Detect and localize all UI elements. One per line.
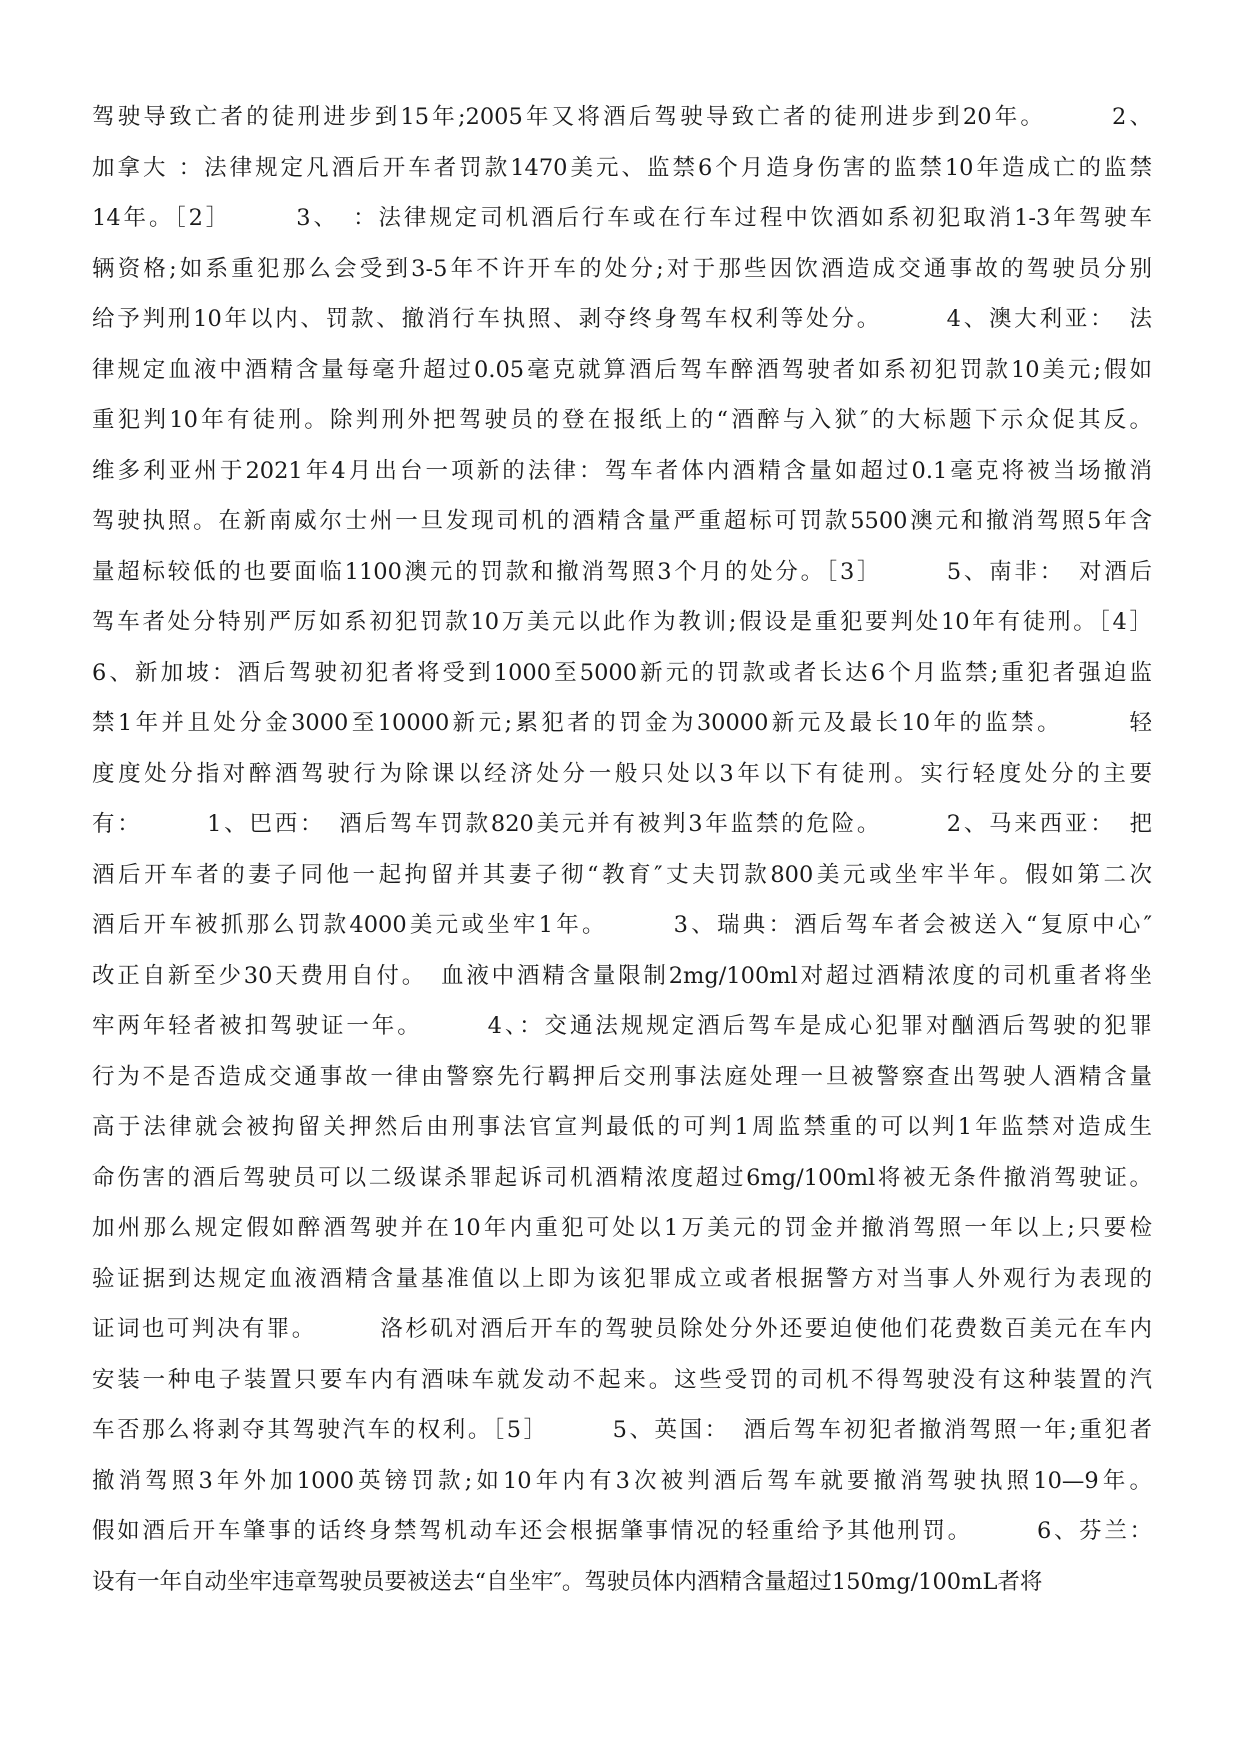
text-line: 安装一种电子装置只要车内有酒味车就发动不起来。这些受罚的司机不得驾驶没有这种装置的汽 [92,1366,1152,1393]
text-line: 驾驶导致亡者的徒刑进步到15年;2005年又将酒后驾驶导致亡者的徒刑进步到20年。 2、 [92,104,1152,130]
text-line: 酒后开车被抓那么罚款4000美元或坐牢1年。 3、瑞典：酒后驾车者会被送入“复原中心″ [92,912,1152,938]
text-line: 酒后开车者的妻子同他一起拘留并其妻子彻“教育″丈夫罚款800美元或坐牢半年。假如第二次 [92,861,1152,888]
text-line: 车否那么将剥夺其驾驶汽车的权利。［5］ 5、英国： 酒后驾车初犯者撤消驾照一年;重犯者 [92,1417,1152,1443]
text-line: 6、新加坡：酒后驾驶初犯者将受到1000至5000新元的罚款或者长达6个月监禁;重犯者强迫监 [92,659,1152,686]
text-line: 禁1年并且处分金3000至10000新元;累犯者的罚金为30000新元及最长10年的监禁。 轻 [92,710,1152,736]
text-line: 维多利亚州于2021年4月出台一项新的法律：驾车者体内酒精含量如超过0.1毫克将被当场撤消 [92,457,1152,484]
text-line: 14年。［2］ 3、 ：法律规定司机酒后行车或在行车过程中饮酒如系初犯取消1-3年驾驶车 [92,205,1152,231]
text-line: 重犯判10年有徒刑。除判刑外把驾驶员的登在报纸上的“酒醉与入狱″的大标题下示众促其反。 [92,407,1152,433]
text-line: 量超标较低的也要面临1100澳元的罚款和撤消驾照3个月的处分。［3］ 5、南非： 对酒后 [92,558,1152,585]
text-line: 验证据到达规定血液酒精含量基准值以上即为该犯罪成立或者根据警方对当事人外观行为表现的 [92,1265,1152,1292]
text-line: 律规定血液中酒精含量每毫升超过0.05毫克就算酒后驾车醉酒驾驶者如系初犯罚款10美元;假如 [92,356,1152,383]
text-line: 牢两年轻者被扣驾驶证一年。 4、：交通法规规定酒后驾车是成心犯罪对酗酒后驾驶的犯罪 [92,1013,1152,1039]
text-line: 行为不是否造成交通事故一律由警察先行羁押后交刑事法庭处理一旦被警察查出驾驶人酒精含量 [92,1063,1152,1090]
text-line: 辆资格;如系重犯那么会受到3-5年不许开车的处分;对于那些因饮酒造成交通事故的驾驶员分别 [92,255,1152,282]
text-line: 加拿大 ：法律规定凡酒后开车者罚款1470美元、监禁6个月造身伤害的监禁10年造成亡的监禁 [92,154,1152,181]
text-line: 有： 1、巴西： 酒后驾车罚款820美元并有被判3年监禁的危险。 2、马来西亚： 把 [92,811,1152,837]
text-line: 命伤害的酒后驾驶员可以二级谋杀罪起诉司机酒精浓度超过6mg/100ml将被无条件撤消驾驶证。 [92,1164,1152,1191]
text-line: 证词也可判决有罪。 洛杉矶对酒后开车的驾驶员除处分外还要迫使他们花费数百美元在车内 [92,1316,1152,1342]
text-line: 高于法律就会被拘留关押然后由刑事法官宣判最低的可判1周监禁重的可以判1年监禁对造成生 [92,1114,1152,1140]
text-line: 驾驶执照。在新南威尔士州一旦发现司机的酒精含量严重超标可罚款5500澳元和撤消驾照5年含 [92,508,1152,534]
text-line: 设有一年自动坐牢违章驾驶员要被送去“自坐牢″。驾驶员体内酒精含量超过150mg/100mL者将 [92,1568,1043,1595]
text-line: 度度处分指对醉酒驾驶行为除课以经济处分一般只处以3年以下有徒刑。实行轻度处分的主要 [92,760,1152,787]
text-line: 给予判刑10年以内、罚款、撤消行车执照、剥夺终身驾车权利等处分。 4、澳大利亚： 法 [92,306,1152,332]
text-line: 撤消驾照3年外加1000英镑罚款;如10年内有3次被判酒后驾车就要撤消驾驶执照10—9年。 [92,1467,1152,1494]
text-line: 驾车者处分特别严厉如系初犯罚款10万美元以此作为教训;假设是重犯要判处10年有徒刑。［4］ [92,609,1152,635]
body-text [92,92,1152,1607]
text-line: 改正自新至少30天费用自付。 血液中酒精含量限制2mg/100ml对超过酒精浓度的司机重者将坐 [92,962,1152,989]
text-line: 加州那么规定假如醉酒驾驶并在10年内重犯可处以1万美元的罚金并撤消驾照一年以上;只要检 [92,1215,1152,1241]
text-line: 假如酒后开车肇事的话终身禁驾机动车还会根据肇事情况的轻重给予其他刑罚。 6、芬兰： [92,1518,1152,1544]
